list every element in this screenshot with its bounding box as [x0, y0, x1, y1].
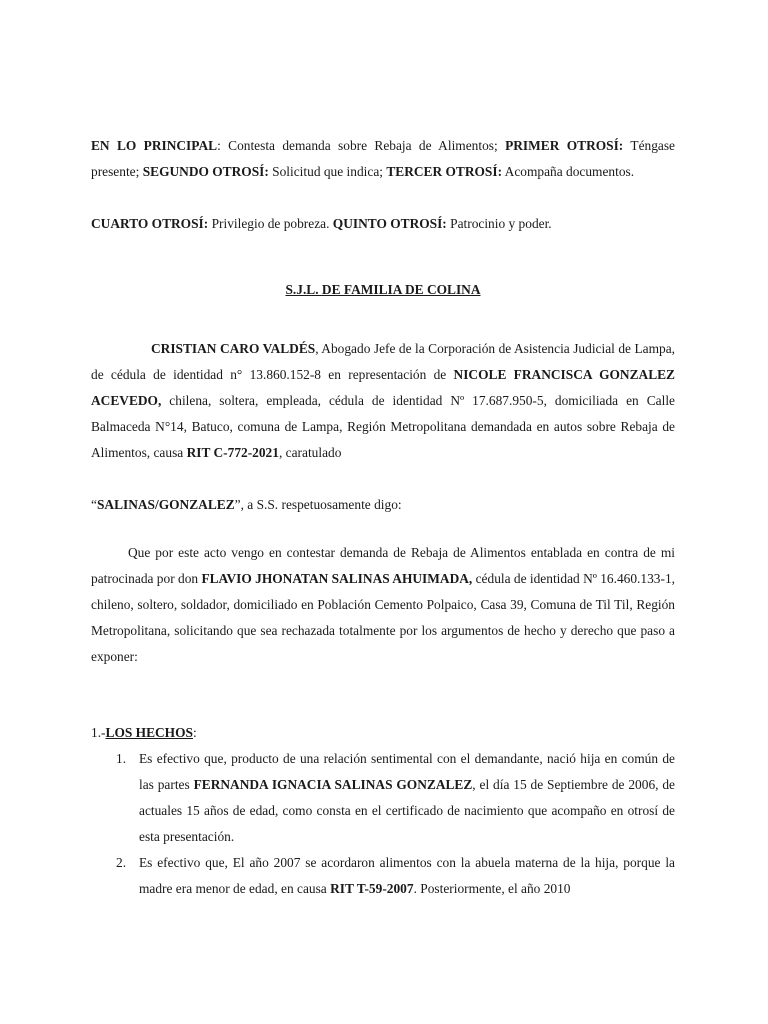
primer-otrosi-text: Téngase presente; — [91, 138, 676, 179]
section-heading-hechos — [91, 720, 675, 746]
list-item — [91, 850, 675, 902]
answer-paragraph — [91, 540, 675, 670]
caratula-line — [91, 492, 675, 518]
list-item-number: 2. — [116, 855, 127, 870]
quinto-otrosi-label: QUINTO OTROSÍ: — [332, 216, 447, 231]
intro-text-1: , Abogado Jefe de la Corporación de Asistencia Judicial de Lampa, de cédula de identidad n° 13.860.152-8 en representación de — [91, 341, 675, 382]
cuarto-otrosi-text: Privilegio de pobreza. — [208, 216, 333, 231]
quote-close: ” — [234, 497, 241, 512]
cuarto-otrosi-label: CUARTO OTROSÍ: — [91, 216, 209, 231]
fact-text-1: Es efectivo que, producto de una relación sentimental con el demandante, nació hija en común de las partes — [139, 751, 675, 792]
sumilla-paragraph-2 — [91, 211, 675, 237]
section-title: LOS HECHOS — [105, 725, 193, 740]
list-item-number: 1. — [116, 751, 127, 766]
fact-text-2: , el día 15 de Septiembre de 2006, de actuales 15 años de edad, como consta en el certificado de nacimiento que acompaño en otrosí de esta presentación. — [139, 777, 675, 844]
plaintiff-name: FLAVIO JHONATAN SALINAS AHUIMADA, — [201, 571, 473, 586]
sumilla-paragraph — [91, 133, 675, 185]
principal-text: : Contesta demanda sobre Rebaja de Alimentos; — [217, 138, 506, 153]
section-prefix: 1.- — [91, 725, 106, 740]
facts-list — [91, 746, 675, 902]
quinto-otrosi-text: Patrocinio y poder. — [446, 216, 552, 231]
case-rit: RIT C-772-2021 — [186, 445, 279, 460]
quote-open: “ — [91, 497, 97, 512]
fact-text-1: Es efectivo que, El año 2007 se acordaron alimentos con la abuela materna de la hija, porque la madre era menor de edad, en causa — [139, 855, 675, 896]
intro-text-4: , a S.S. respetuosamente digo: — [240, 497, 402, 512]
segundo-otrosi-label: SEGUNDO OTROSÍ: — [142, 164, 269, 179]
intro-paragraph — [91, 336, 675, 466]
primer-otrosi-label: PRIMER OTROSÍ: — [505, 138, 624, 153]
answer-text-2: cédula de identidad Nº 16.460.133-1, chileno, soltero, soldador, domiciliado en Población Cemento Polpaico, Casa 39, Comuna de Til Til, Región Metropolitana, solicitando que sea rechazada totalmente por los argumentos de hecho y derecho que paso a exponer: — [91, 571, 675, 664]
court-title: S.J.L. DE FAMILIA DE COLINA — [285, 282, 481, 297]
tercer-otrosi-text: Acompaña documentos. — [502, 164, 635, 179]
case-rit-2007: RIT T-59-2007 — [330, 881, 414, 896]
intro-text-3: , caratulado — [278, 445, 342, 460]
fact-text-2: . Posteriormente, el año 2010 — [413, 881, 571, 896]
segundo-otrosi-text: Solicitud que indica; — [268, 164, 387, 179]
daughter-name: FERNANDA IGNACIA SALINAS GONZALEZ — [193, 777, 473, 792]
answer-text-1: Que por este acto vengo en contestar demanda de Rebaja de Alimentos entablada en contra de mi patrocinada por don — [91, 545, 675, 586]
lawyer-name: CRISTIAN CARO VALDÉS — [151, 341, 316, 356]
principal-label: EN LO PRINCIPAL — [91, 138, 218, 153]
section-suffix: : — [192, 725, 197, 740]
list-item — [91, 746, 675, 850]
caratula-name: SALINAS/GONZALEZ — [96, 497, 235, 512]
client-name: NICOLE FRANCISCA GONZALEZ ACEVEDO, — [91, 367, 675, 408]
intro-text-2: chilena, soltera, empleada, cédula de identidad Nº 17.687.950-5, domiciliada en Calle Balmaceda N°14, Batuco, comuna de Lampa, Región Metropolitana demandada en autos sobre Rebaja de Alimentos, causa — [91, 393, 675, 460]
tercer-otrosi-label: TERCER OTROSÍ: — [386, 164, 503, 179]
